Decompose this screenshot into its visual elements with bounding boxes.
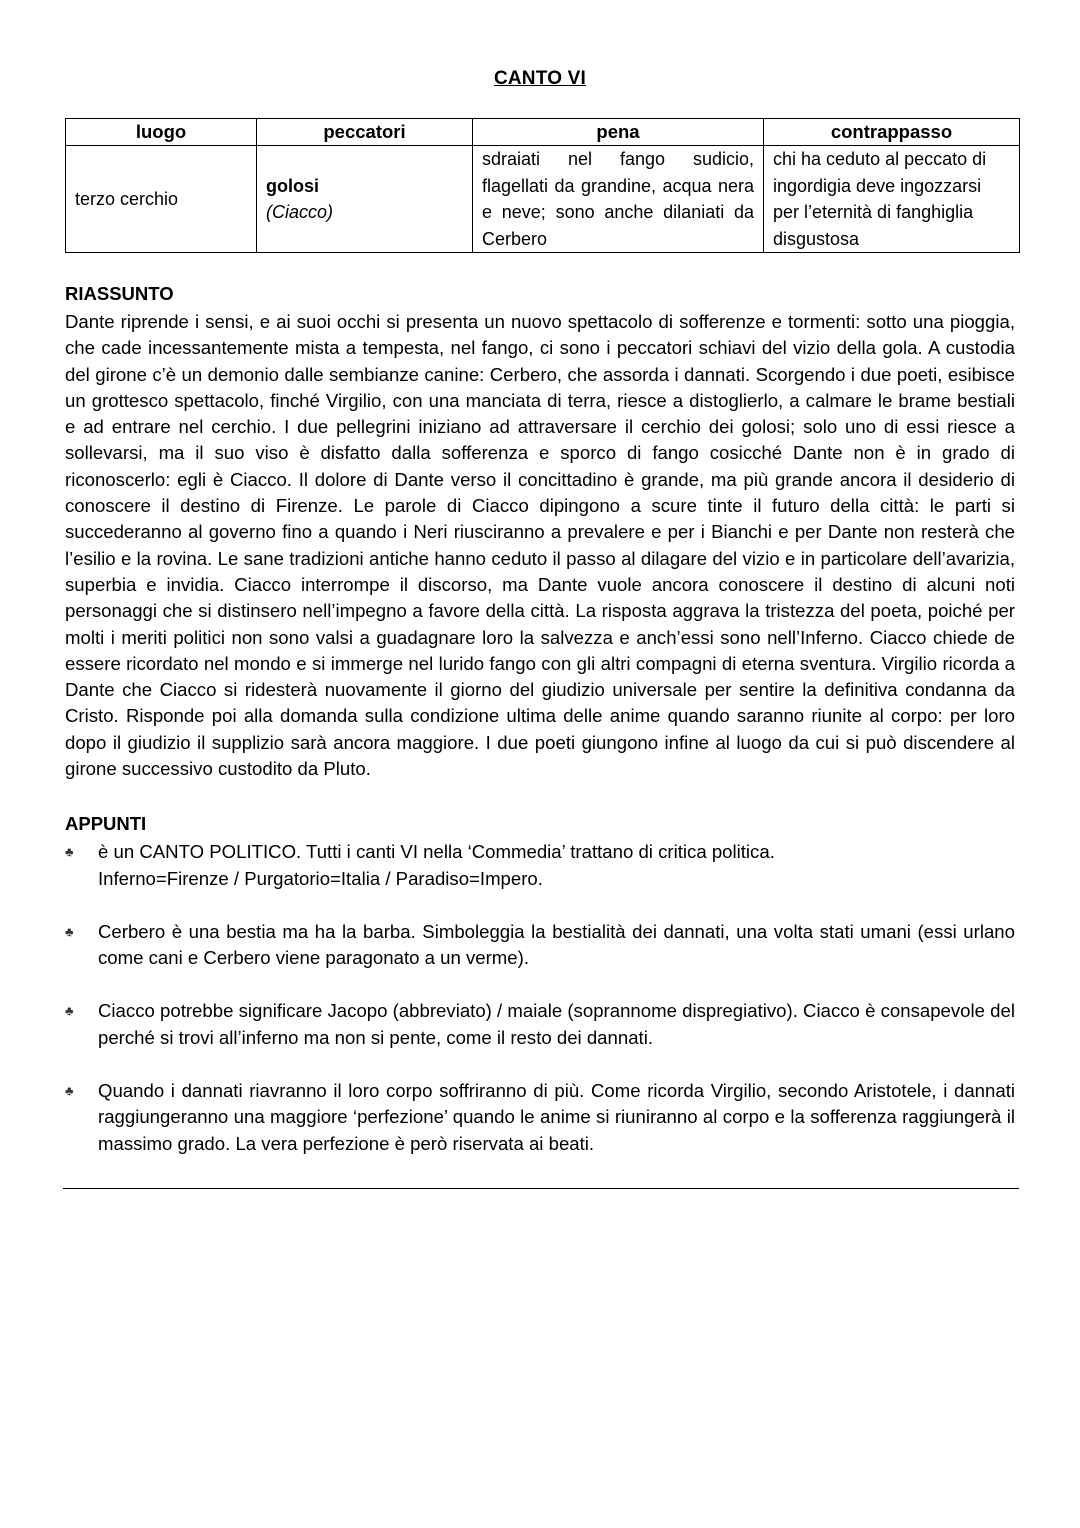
canto-summary-table — [65, 118, 1020, 253]
header-peccatori: peccatori — [257, 119, 473, 146]
sinners-example: (Ciacco) — [266, 202, 334, 222]
header-contrappasso: contrappasso — [764, 119, 1020, 146]
cell-punishment: sdraiati nel fango sudicio, flagellati da grandine, acqua nera e neve; sono anche dilaniati da Cerbero — [473, 146, 764, 253]
summary-paragraph: Dante riprende i sensi, e ai suoi occhi si presenta un nuovo spettacolo di sofferenze e tormenti: sotto una pioggia, che cade incessantemente mista a tempesta, nel fango, ci sono i peccatori schiavi del vizio della gola. A custodia del girone c’è un demonio dalle sembianze canine: Cerbero, che assorda i dannati. Scorgendo i due poeti, esibisce un grottesco spettacolo, finché Virgilio, con una manciata di terra, riesce a distoglierlo, a calmare le brame bestiali e ad entrare nel cerchio. I due pellegrini iniziano ad attraversare il cerchio dei golosi; solo uno di essi riesce a sollevarsi, ma il suo viso è disfatto dalla sofferenza e sporco di fango cosicché Dante non è in grado di riconoscerlo: egli è Ciacco. Il dolore di Dante verso il concittadino è grande, ma più grande ancora il desiderio di conoscere il destino di Firenze. Le parole di Ciacco dipingono a scure tinte il futuro della città: le parti si succederanno al governo fino a quando i Neri riusciranno a prevalere e per i Bianchi e per Dante non resterà che l’esilio e la rovina. Le sane tradizioni antiche hanno ceduto il passo al dilagare del vizio e in particolare dell’avarizia, superbia e invidia. Ciacco interrompe il discorso, ma Dante vuole ancora conoscere il destino di alcuni noti personaggi che si distinsero nell’impegno a favore della città. La risposta aggrava la tristezza del poeta, poiché per molti i meriti politici non sono valsi a guadagnare loro la salvezza e anch’essi sono nell’Inferno. Ciacco chiede de essere ricordato nel mondo e si immerge nel lurido fango con gli altri compagni di eterna sventura. Virgilio ricorda a Dante che Ciacco si ridesterà nuovamente il giorno del giudizio universale per sentire la definitiva condanna da Cristo. Risponde poi alla domanda sulla condizione ultima delle anime quando saranno riunite al corpo: per loro dopo il giudizio il supplizio sarà ancora maggiore. I due poeti giungono infine al luogo da cui si può discendere al girone successivo custodito da Pluto. — [65, 311, 1015, 780]
notes-heading: APPUNTI — [65, 813, 147, 834]
club-bullet-icon: ♣ — [65, 1082, 74, 1098]
club-bullet-icon: ♣ — [65, 844, 74, 859]
horizontal-divider — [63, 1188, 1019, 1189]
page-title: CANTO VI — [493, 68, 587, 89]
table-header-row — [66, 119, 1020, 146]
header-luogo: luogo — [66, 119, 257, 146]
list-item — [65, 1078, 1015, 1158]
note-line: è un CANTO POLITICO. Tutti i canti VI nella ‘Commedia’ trattano di critica politica. — [98, 841, 775, 862]
cell-place: terzo cerchio — [66, 146, 257, 253]
list-item — [65, 998, 1015, 1051]
sinners-name: golosi — [266, 175, 319, 196]
header-pena: pena — [473, 119, 764, 146]
notes-list — [65, 839, 1015, 1157]
club-bullet-icon: ♣ — [65, 923, 74, 939]
summary-heading: RIASSUNTO — [65, 283, 174, 304]
note-text: Ciacco potrebbe significare Jacopo (abbreviato) / maiale (soprannome dispregiativo). Ciacco è consapevole del perché si trovi all’inferno ma non si pente, come il resto dei dannati. — [98, 1000, 1015, 1048]
list-item — [65, 839, 1015, 892]
cell-contrapasso: chi ha ceduto al peccato di ingordigia deve ingozzarsi per l’eternità di fanghiglia disgustosa — [764, 146, 1020, 253]
note-text: Cerbero è una bestia ma ha la barba. Simboleggia la bestialità dei dannati, una volta stati umani (essi urlano come cani e Cerbero viene paragonato a un verme). — [98, 920, 1015, 968]
cell-sinners — [257, 146, 473, 253]
note-line: Inferno=Firenze / Purgatorio=Italia / Paradiso=Impero. — [98, 867, 543, 889]
note-text: Quando i dannati riavranno il loro corpo soffriranno di più. Come ricorda Virgilio, secondo Aristotele, i dannati raggiungeranno una maggiore ‘perfezione’ quando le anime si riuniranno al corpo e la sofferenza raggiungerà il massimo grado. La vera perfezione è però riservata ai beati. — [98, 1079, 1015, 1154]
table-row — [66, 146, 1020, 253]
list-item — [65, 919, 1015, 972]
club-bullet-icon: ♣ — [65, 1003, 74, 1018]
